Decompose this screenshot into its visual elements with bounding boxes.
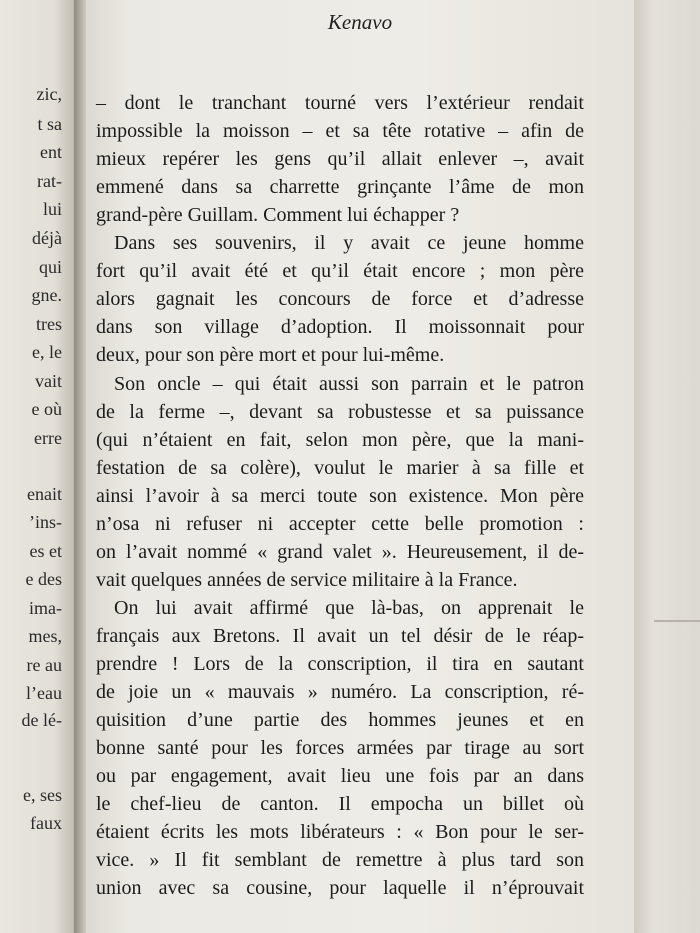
text-line: vice. » Il fit semblant de remettre à plus tard son: [96, 849, 584, 871]
text-line: deux, pour son père mort et pour lui-même.: [96, 344, 445, 366]
left-fragment: faux: [30, 813, 62, 833]
background-surface: [634, 0, 700, 933]
text-line: français aux Bretons. Il avait un tel désir de le réap-: [96, 625, 584, 647]
left-fragment: ’ins-: [29, 512, 62, 532]
running-head: Kenavo: [327, 10, 393, 34]
text-line: – dont le tranchant tourné vers l’extérieur rendait: [96, 92, 584, 114]
text-line: Dans ses souvenirs, il y avait ce jeune homme: [114, 232, 584, 254]
left-fragment: déjà: [32, 228, 62, 248]
text-line: ou par engagement, avait lieu une fois par an dans: [96, 765, 584, 787]
text-line: le chef-lieu de canton. Il empocha un billet où: [96, 793, 584, 815]
main-page: [86, 0, 634, 933]
text-line: prendre ! Lors de la conscription, il tira en sautant: [96, 653, 584, 675]
left-fragment: qui: [38, 257, 62, 277]
left-fragment: t sa: [37, 114, 62, 134]
left-fragment: re au: [26, 655, 62, 675]
text-line: mieux repérer les gens qu’il allait enlever –, avait: [96, 148, 584, 170]
text-line: bonne santé pour les forces armées par tirage au sort: [96, 737, 584, 759]
surface-crease: [654, 620, 700, 622]
left-fragment: ima-: [29, 598, 62, 618]
left-fragment: erre: [34, 428, 62, 448]
text-line: union avec sa cousine, pour laquelle il n’éprouvait: [96, 877, 584, 899]
text-line: de la ferme –, devant sa robustesse et sa puissance: [96, 401, 584, 423]
left-fragment: e des: [25, 569, 62, 589]
left-fragment: tres: [36, 314, 62, 334]
text-line: impossible la moisson – et sa tête rotative – afin de: [96, 120, 584, 142]
text-line: étaient écrits les mots libérateurs : « Bon pour le ser-: [96, 821, 584, 843]
text-line: alors gagnait les concours de force et d’adresse: [96, 288, 584, 310]
left-fragment: e, le: [32, 342, 62, 362]
left-fragment: rat-: [37, 171, 62, 191]
text-line: vait quelques années de service militaire à la France.: [96, 569, 518, 591]
text-line: (qui n’étaient en fait, selon mon père, que la mani-: [96, 429, 584, 451]
left-fragment: e, ses: [23, 785, 62, 805]
left-fragment: lui: [42, 199, 62, 219]
left-fragment: ent: [40, 142, 62, 162]
left-fragment: mes,: [28, 626, 62, 646]
text-line: ainsi l’avoir à sa merci toute son existence. Mon père: [96, 485, 584, 507]
left-fragment: enait: [27, 484, 62, 504]
left-fragment: e où: [31, 399, 62, 419]
text-line: fort qu’il avait été et qu’il était encore ; mon père: [96, 260, 584, 282]
text-line: quisition d’une partie des hommes jeunes et en: [96, 709, 584, 731]
left-fragment: l’eau: [26, 683, 62, 703]
left-fragment: gne.: [31, 285, 62, 305]
text-line: on l’avait nommé « grand valet ». Heureusement, il de-: [96, 541, 584, 563]
left-facing-page: [0, 0, 78, 933]
text-line: On lui avait affirmé que là-bas, on apprenait le: [114, 597, 584, 619]
text-line: de joie un « mauvais » numéro. La conscription, ré-: [96, 681, 584, 703]
text-line: Son oncle – qui était aussi son parrain et le patron: [114, 373, 584, 395]
left-fragment: vait: [35, 371, 62, 391]
left-fragment: de lé-: [21, 710, 62, 730]
text-line: emmené dans sa charrette grinçante l’âme de mon: [96, 176, 584, 198]
text-line: dans son village d’adoption. Il moissonnait pour: [96, 316, 584, 338]
text-line: n’osa ni refuser ni accepter cette belle promotion :: [96, 513, 584, 535]
text-line: festation de sa colère), voulut le marier à sa fille et: [96, 457, 584, 479]
text-line: grand-père Guillam. Comment lui échapper ?: [96, 204, 460, 226]
left-fragment: es et: [29, 541, 62, 561]
left-fragment: zic,: [36, 84, 62, 104]
